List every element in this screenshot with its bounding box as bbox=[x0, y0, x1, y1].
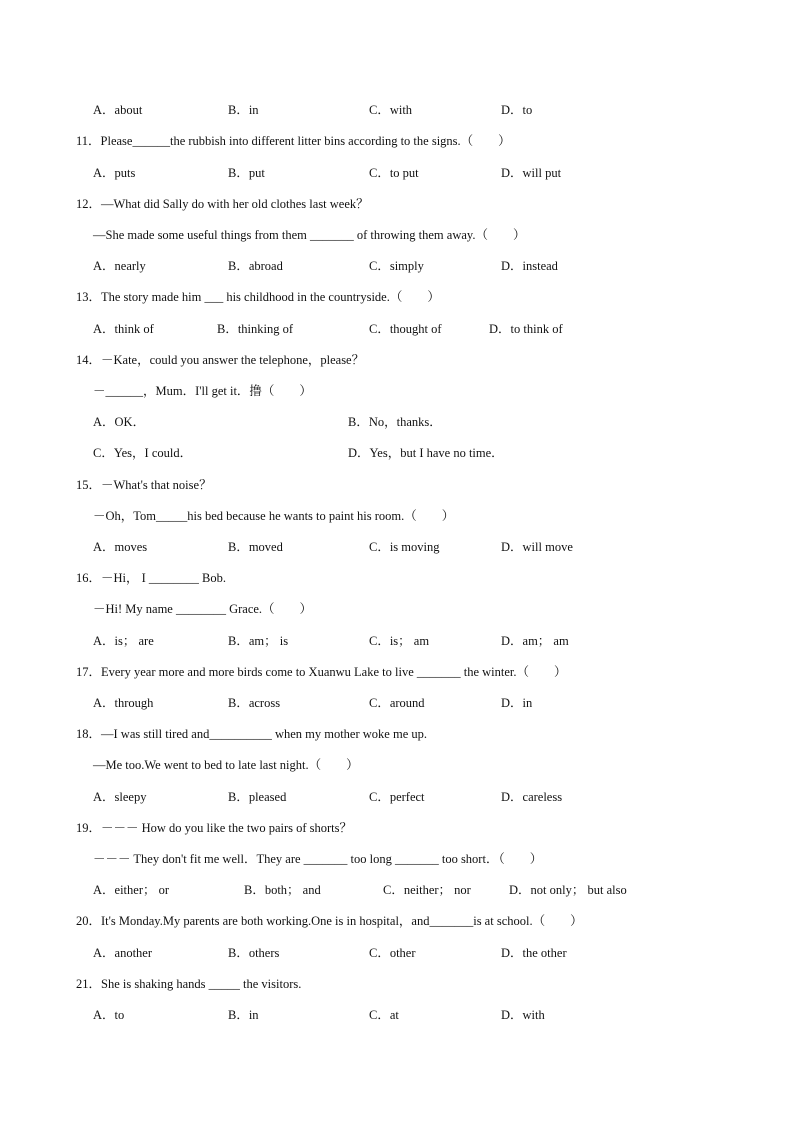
question-dialogue: －－－ They don't fit me well．They are _______ too long _______ too short．（ ） bbox=[93, 852, 543, 866]
answer-option: A．sleepy bbox=[93, 790, 147, 804]
answer-option: D．careless bbox=[501, 790, 563, 804]
question-dialogue: －Hi! My name ________ Grace.（ ） bbox=[93, 602, 313, 616]
question-stem: 11．Please______the rubbish into different litter bins according to the signs.（ ） bbox=[76, 134, 511, 148]
answer-option: B．others bbox=[228, 946, 280, 960]
answer-option: D．with bbox=[501, 1008, 545, 1022]
question-stem: 12．—What did Sally do with her old clothes last week？ bbox=[76, 197, 369, 211]
answer-option: D．am； am bbox=[501, 634, 569, 648]
question-dialogue: —She made some useful things from them _______ of throwing them away.（ ） bbox=[93, 228, 526, 242]
answer-option: B．No，thanks． bbox=[348, 415, 442, 429]
answer-option: D．in bbox=[501, 696, 533, 710]
question-stem: 19．－－－ How do you like the two pairs of shorts？ bbox=[76, 821, 353, 835]
answer-option: C．at bbox=[369, 1008, 399, 1022]
answer-option: D．instead bbox=[501, 259, 558, 273]
question-stem: 21．She is shaking hands _____ the visitors. bbox=[76, 977, 302, 991]
answer-option: C．is moving bbox=[369, 540, 440, 554]
answer-option: D．Yes，but I have no time． bbox=[348, 446, 504, 460]
answer-option: D．to think of bbox=[489, 322, 563, 336]
answer-option: D．the other bbox=[501, 946, 567, 960]
answer-option: A．to bbox=[93, 1008, 125, 1022]
answer-option: B．am； is bbox=[228, 634, 289, 648]
answer-option: B．put bbox=[228, 166, 265, 180]
answer-option: C．simply bbox=[369, 259, 424, 273]
question-stem: 16．－Hi， I ________ Bob. bbox=[76, 571, 227, 585]
answer-option: A．moves bbox=[93, 540, 148, 554]
question-stem: 15．－What's that noise？ bbox=[76, 478, 212, 492]
answer-option: A．is； are bbox=[93, 634, 154, 648]
answer-option: C．perfect bbox=[369, 790, 425, 804]
answer-option: A．either； or bbox=[93, 883, 170, 897]
answer-option: C．other bbox=[369, 946, 416, 960]
answer-option: A．OK． bbox=[93, 415, 146, 429]
answer-option: B．in bbox=[228, 103, 259, 117]
answer-option: B．in bbox=[228, 1008, 259, 1022]
question-dialogue: －______，Mum．I'll get it．撸（ ） bbox=[93, 384, 312, 398]
question-dialogue: －Oh，Tom_____his bed because he wants to paint his room.（ ） bbox=[93, 509, 455, 523]
answer-option: A．puts bbox=[93, 166, 136, 180]
question-stem: 14．－Kate，could you answer the telephone，please？ bbox=[76, 353, 365, 367]
question-stem: 13．The story made him ___ his childhood in the countryside.（ ） bbox=[76, 290, 440, 304]
question-stem: 17．Every year more and more birds come to Xuanwu Lake to live _______ the winter.（ ） bbox=[76, 665, 567, 679]
answer-option: C．thought of bbox=[369, 322, 442, 336]
answer-option: B．abroad bbox=[228, 259, 283, 273]
answer-option: D．will put bbox=[501, 166, 562, 180]
answer-option: D．to bbox=[501, 103, 533, 117]
answer-option: B．both； and bbox=[244, 883, 321, 897]
answer-option: B．moved bbox=[228, 540, 283, 554]
answer-option: A．about bbox=[93, 103, 143, 117]
answer-option: A．think of bbox=[93, 322, 154, 336]
question-dialogue: —Me too.We went to bed to late last night.（ ） bbox=[93, 758, 359, 772]
answer-option: C．with bbox=[369, 103, 413, 117]
answer-option: D．not only； but also bbox=[509, 883, 627, 897]
answer-option: C．is； am bbox=[369, 634, 430, 648]
answer-option: A．another bbox=[93, 946, 153, 960]
answer-option: A．nearly bbox=[93, 259, 146, 273]
question-stem: 20．It's Monday.My parents are both working.One is in hospital，and_______is at school.（ ） bbox=[76, 914, 583, 928]
answer-option: C．to put bbox=[369, 166, 419, 180]
answer-option: C．neither； nor bbox=[383, 883, 471, 897]
answer-option: B．pleased bbox=[228, 790, 287, 804]
answer-option: C．Yes，I could． bbox=[93, 446, 193, 460]
answer-option: D．will move bbox=[501, 540, 573, 554]
answer-option: C．around bbox=[369, 696, 425, 710]
answer-option: A．through bbox=[93, 696, 154, 710]
question-stem: 18．—I was still tired and__________ when my mother woke me up. bbox=[76, 727, 427, 741]
answer-option: B．across bbox=[228, 696, 281, 710]
answer-option: B．thinking of bbox=[217, 322, 294, 336]
